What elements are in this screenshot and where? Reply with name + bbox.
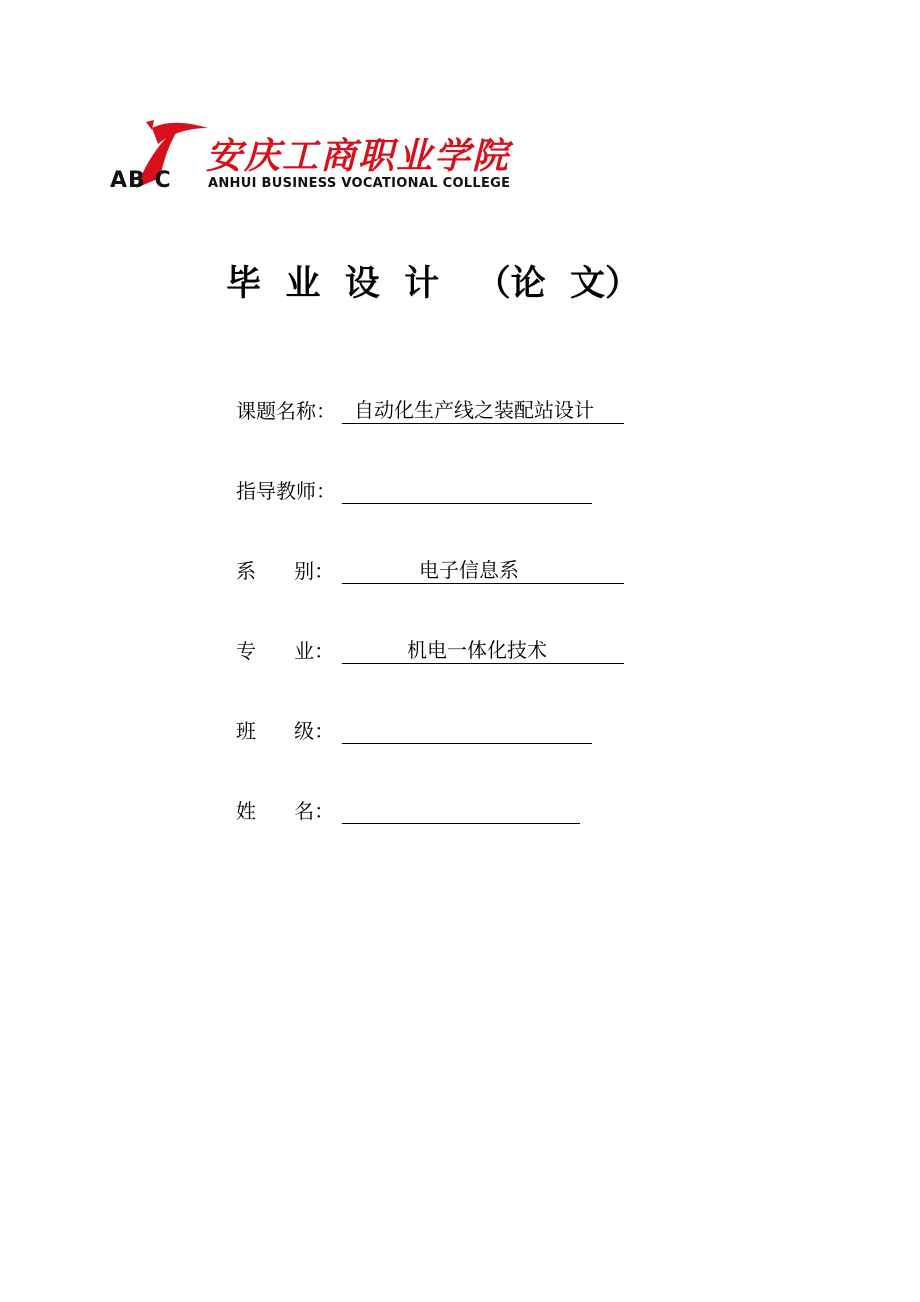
field-label: 专 业： <box>236 639 335 663</box>
logo-chinese-name: 安庆工商职业学院 <box>206 135 511 177</box>
field-topic <box>236 394 624 424</box>
department-value: 电子信息系 <box>342 558 624 584</box>
advisor-value <box>342 478 592 504</box>
field-label: 系 别： <box>236 559 335 583</box>
major-value: 机电一体化技术 <box>342 638 624 664</box>
college-logo <box>108 118 528 202</box>
field-label: 班 级： <box>236 719 335 743</box>
field-label: 姓 名： <box>236 799 335 823</box>
class-value <box>342 718 592 744</box>
logo-abbreviation: AB C <box>110 168 172 193</box>
topic-value: 自动化生产线之装配站设计 <box>342 398 624 424</box>
field-label: 课题名称： <box>236 399 336 423</box>
field-class <box>236 714 592 744</box>
field-major <box>236 634 624 664</box>
field-advisor <box>236 474 592 504</box>
logo-english-name: ANHUI BUSINESS VOCATIONAL COLLEGE <box>208 176 511 191</box>
field-department <box>236 554 624 584</box>
field-label: 指导教师： <box>236 479 336 503</box>
field-name <box>236 794 580 824</box>
name-value <box>342 798 580 824</box>
document-title: 毕 业 设 计 （论 文） <box>226 264 641 304</box>
